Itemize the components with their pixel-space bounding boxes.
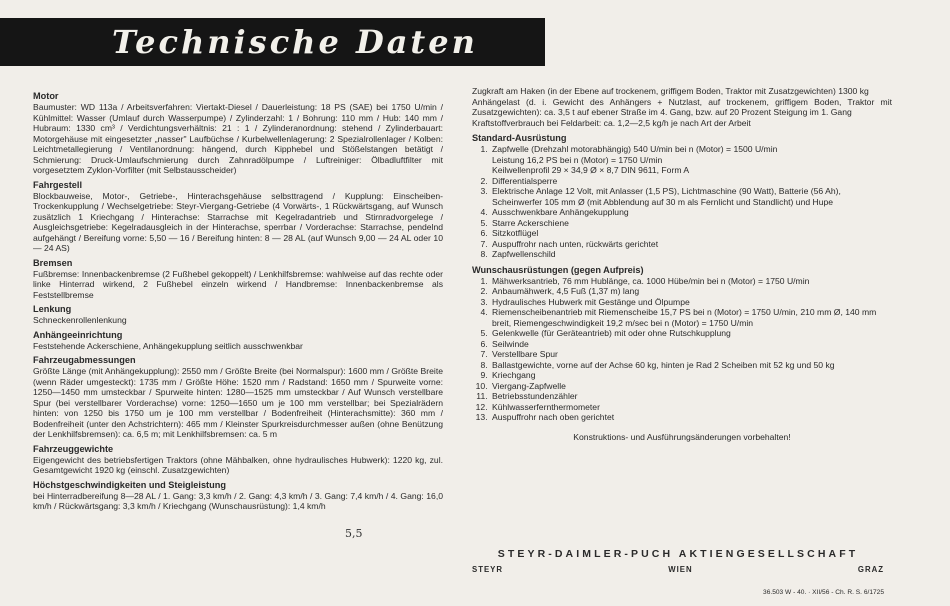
section-title: Anhängeeinrichtung <box>33 329 123 340</box>
section-text: Größte Länge (mit Anhängekupplung): 2550 mm / Größte Breite (bei Normalspur): 1600 mm / Größte Breite (wenn Räder umgesteckt): 1735 mm / Größte Höhe: 1520 mm / Radstand: 1650 mm / Spurweite vorne: 1250—1450 mm umsteckbar / Spurweite hinten: 1280—1525 mm umsteckbar / Auf Wunsch verstellbare Spur (bei verstellbarer Vorderachse) vorne: 1250—1650 um je 100 mm verstellbar; bei Spezialrädern hinten: von 1250 bis 1750 um je 100 mm verstellbar / Bodenfreiheit (Hinterachsmitte): 360 mm / Bodenfreiheit (unter den Achstrichtern): 465 mm / Kleinster Spurkreisdurchmesser außen (ohne Benützung der Lenkhilfsbremsen): ca. 6,5 m; mit Lenkhilfsbremsen: ca. 5 m <box>33 366 443 439</box>
section-text: Schneckenrollenlenkung <box>33 315 127 325</box>
list-item: 8. Ballastgewichte, vorne auf der Achse 60 kg, hinten je Rad 2 Scheiben mit 52 kg und 50 kg <box>490 360 892 371</box>
city-label: WIEN <box>668 565 693 574</box>
list-item: 7. Auspuffrohr nach unten, rückwärts gerichtet <box>490 239 892 250</box>
company-cities <box>472 565 884 574</box>
list-item: 4. Riemenscheibenantrieb mit Riemenscheibe 15,7 PS bei n (Motor) = 1750 U/min, 210 mm Ø, 140 mm breit, Riemengeschwindigkeit 19,2 m/sec bei n (Motor) = 1750 U/min <box>490 307 892 328</box>
right-intro: Zugkraft am Haken (in der Ebene auf trockenem, griffigem Boden, Traktor mit Zusatzgewichten) 1300 kg Anhängelast (d. i. Gewicht des Anhängers + Nutzlast, auf trockenem, griffigem Boden, Traktor mit Zusatzgewichten): ca. 3,5 t auf ebener Straße im 4. Gang, bzw. auf 20 Prozent Steigung im 1. Gang Kraftstoffverbrauch bei Feldarbeit: ca. 1,2—2,5 kg/h je nach Art der Arbeit <box>472 86 892 128</box>
section-title: Fahrzeuggewichte <box>33 443 114 454</box>
right-column <box>472 86 892 442</box>
list-item: 5. Gelenkwelle (für Geräteantrieb) mit oder ohne Rutschkupplung <box>490 328 892 339</box>
section-text: Fußbremse: Innenbackenbremse (2 Fußhebel gekoppelt) / Lenkhilfsbremse: wahlweise auf das rechte oder linke Hinterrad wirkend, 2 Fußhebel einzeln wirkend / Handbremse: Innenbackenbremse als Feststellbremse <box>33 268 443 300</box>
list-item: 8. Zapfwellenschild <box>490 249 892 260</box>
company-name: STEYR-DAIMLER-PUCH AKTIENGESELLSCHAFT <box>497 548 859 560</box>
section-title: Motor <box>33 91 59 101</box>
section-text: Eigengewicht des betriebsfertigen Traktors (ohne Mähbalken, ohne hydraulisches Hubwerk): 1220 kg, zul. Gesamtgewicht 1920 kg (einschl. Zusatzgewichten) <box>33 454 443 475</box>
section-text: Baumuster: WD 113a / Arbeitsverfahren: Viertakt-Diesel / Dauerleistung: 18 PS (SAE) bei 1750 U/min / Kühlmittel: Wasser (Umlauf durch Wasserpumpe) / Zylinderzahl: 1 / Bohrung: 110 mm / Hub: 140 mm / Hubraum: 1330 cm³ / Verdichtungsverhältnis: 21 : 1 / Zylinderanordnung: stehend / Zylinderbauart: Motorgehäuse mit eingesetzter „nasser" Laufbüchse / Kurbelwellenlagerung: 2 Spezialrollenlager / Kolben: Leichtmetallegierung / Ventilanordnung: hängend, durch Kipphebel und Stößelstangen betätigt / Schmierung: Druck-Umlaufschmierung durch Zahnradölpumpe / Luftreiniger: Ölbadluftfilter mit vorgesetztem Zyklon-Vorfilter (mit Selbstausscheider) <box>33 102 443 175</box>
section-fahrzeuggewichte <box>33 443 443 476</box>
section-geschwindigkeiten <box>33 479 443 512</box>
list-item: 11. Betriebsstundenzähler <box>490 391 892 402</box>
list-item: 1. Zapfwelle (Drehzahl motorabhängig) 540 U/min bei n (Motor) = 1500 U/min Leistung 16,2 PS bei n (Motor) = 1750 U/min Keilwellenprofil 29 × 34,9 Ø × 8,7 DIN 9611, Form A <box>490 144 892 176</box>
section-standard <box>472 132 892 260</box>
print-reference: 36.503 W - 40. · XII/56 - Ch. R. S. 6/1725 <box>763 589 884 596</box>
list-item: 6. Seilwinde <box>490 339 892 350</box>
section-title: Bremsen <box>33 257 73 268</box>
list-item: 12. Kühlwasserfernthermometer <box>490 402 892 413</box>
list-item: 7. Verstellbare Spur <box>490 349 892 360</box>
section-lenkung <box>33 303 443 326</box>
section-text: bei Hinterradbereifung 8—28 AL / 1. Gang: 3,3 km/h / 2. Gang: 4,3 km/h / 3. Gang: 7,4 km/h / 4. Gang: 16,0 km/h / Rückwärtsgang: 3,3 km/h / Kriechgang (Wunschausrüstung): 1,4 km/h <box>33 490 443 511</box>
list-item: 5. Starre Ackerschiene <box>490 218 892 229</box>
left-column <box>33 90 443 512</box>
section-title: Fahrzeugabmessungen <box>33 355 136 365</box>
handwritten-correction: 5,5 <box>345 527 363 540</box>
section-title: Höchstgeschwindigkeiten und Steigleistung <box>33 479 226 490</box>
list-item: 3. Hydraulisches Hubwerk mit Gestänge und Ölpumpe <box>490 297 892 308</box>
list-item: 3. Elektrische Anlage 12 Volt, mit Anlasser (1,5 PS), Lichtmaschine (90 Watt), Batterie (56 Ah), Scheinwerfer 105 mm Ø (mit Abblendung auf 30 m als Fernlicht und Standlicht) und Hupe <box>490 186 892 207</box>
list-item: 1. Mähwerksantrieb, 76 mm Hublänge, ca. 1000 Hübe/min bei n (Motor) = 1750 U/min <box>490 276 892 287</box>
disclaimer-note: Konstruktions- und Ausführungsänderungen vorbehalten! <box>573 431 791 442</box>
section-anhaengeeinrichtung <box>33 329 443 352</box>
list-item: 2. Anbaumähwerk, 4,5 Fuß (1,37 m) lang <box>490 286 892 297</box>
section-title: Standard-Ausrüstung <box>472 133 567 143</box>
section-fahrzeugabmessungen <box>33 354 443 440</box>
city-label: GRAZ <box>857 565 884 574</box>
section-motor <box>33 90 443 176</box>
list-item: 13. Auspuffrohr nach oben gerichtet <box>490 412 892 423</box>
list-item: 10. Viergang-Zapfwelle <box>490 381 892 392</box>
section-text: Blockbauweise, Motor-, Getriebe-, Hinterachsgehäuse selbsttragend / Kupplung: Einscheiben-Trockenkupplung / Wechselgetriebe: Steyr-Viergang-Getriebe (4 Vorwärts-, 1 Rückwärtsgang, auf Wunsch zusätzlich 1 Kriechgang / Hinterachse: Starrachse mit Kegelradantrieb und Stirnradvorgelege / Ausgleichsgetriebe: Kegelradausgleich in der Hinterachse, sperrbar / Vorderachse: Starrachse, pendelnd aufgehängt / Bereifung vorne: 5,50 — 16 / Bereifung hinten: 8 — 28 AL (auf Wunsch 9,00 — 24 AL oder 10 — 24 AS) <box>33 190 443 253</box>
list-item: 6. Sitzkotflügel <box>490 228 892 239</box>
section-wunsch <box>472 264 892 423</box>
section-title: Lenkung <box>33 304 72 314</box>
list-item: 2. Differentialsperre <box>490 176 892 187</box>
city-label: STEYR <box>472 565 503 574</box>
page-title: Technische Daten <box>112 23 478 61</box>
list-item: 4. Ausschwenkbare Anhängekupplung <box>490 207 892 218</box>
section-fahrgestell <box>33 179 443 254</box>
section-text: Feststehende Ackerschiene, Anhängekupplung seitlich ausschwenkbar <box>33 340 303 351</box>
list-item: 9. Kriechgang <box>490 370 892 381</box>
section-title: Wunschausrüstungen (gegen Aufpreis) <box>472 264 644 275</box>
section-bremsen <box>33 257 443 301</box>
section-title: Fahrgestell <box>33 179 83 190</box>
